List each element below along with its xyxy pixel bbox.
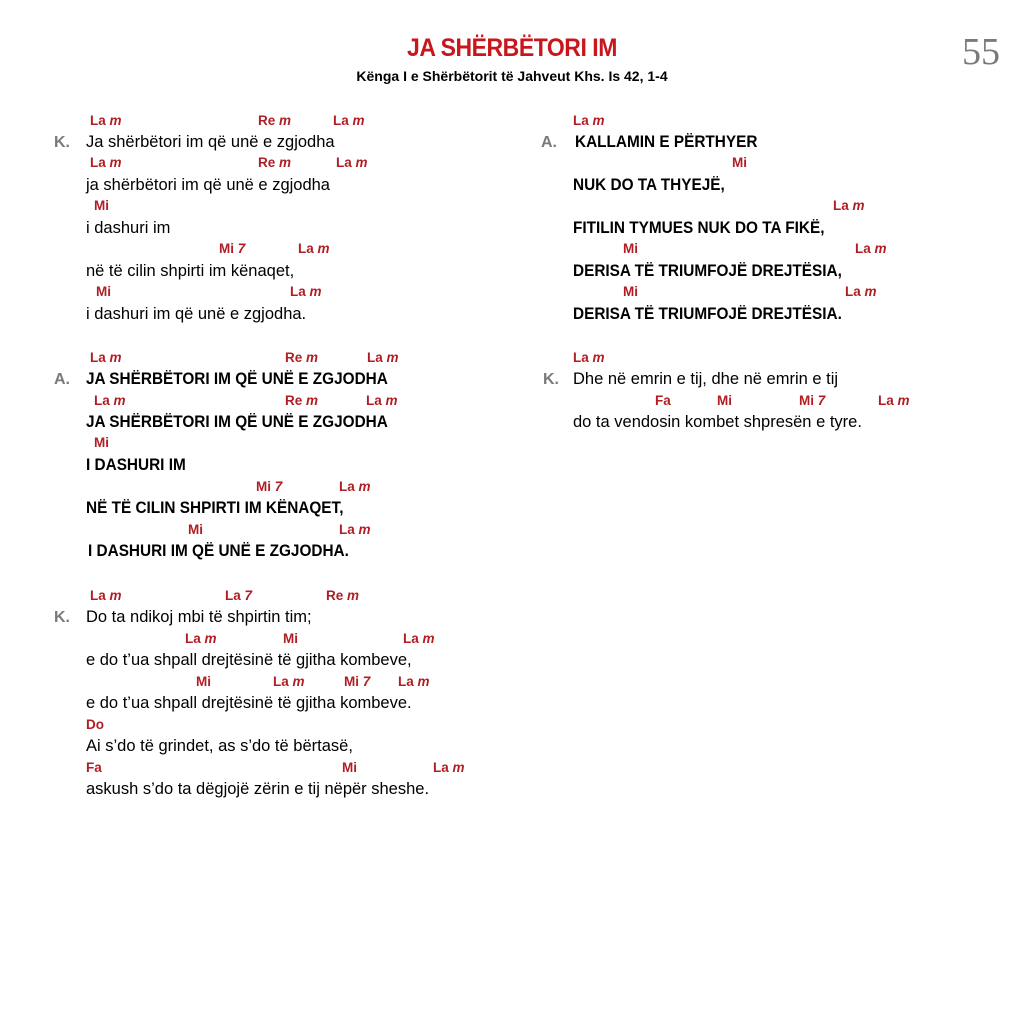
chord: La m — [845, 284, 877, 299]
chord: La m — [366, 393, 398, 408]
chord: La m — [339, 522, 371, 537]
page-number: 55 — [962, 31, 1000, 73]
chord: La m — [90, 155, 122, 170]
chord: La m — [367, 350, 399, 365]
chord: La m — [403, 631, 435, 646]
chord: Mi — [196, 674, 211, 689]
chord: Mi — [96, 284, 111, 299]
chord: Mi — [94, 198, 109, 213]
lyric-line: Ai s’do të grindet, as s’do të bërtasë, — [86, 737, 353, 755]
chord: Mi — [623, 241, 638, 256]
lyric-line: i dashuri im që unë e zgjodha. — [86, 305, 307, 323]
chord: Do — [86, 717, 104, 732]
lyric-line: Do ta ndikoj mbi të shpirtin tim; — [86, 608, 312, 626]
chord: La m — [433, 760, 465, 775]
chord: La m — [298, 241, 330, 256]
verse-marker: A. — [541, 134, 557, 151]
lyric-line: NË TË CILIN SHPIRTI IM KËNAQET, — [86, 499, 344, 517]
chord: La m — [573, 113, 605, 128]
lyric-line: JA SHËRBËTORI IM QË UNË E ZGJODHA — [86, 370, 388, 388]
lyric-line: I DASHURI IM QË UNË E ZGJODHA. — [88, 542, 349, 560]
chord: Mi — [283, 631, 298, 646]
verse-marker: K. — [54, 134, 70, 151]
lyric-line: në të cilin shpirti im kënaqet, — [86, 262, 295, 280]
chord: La m — [339, 479, 371, 494]
lyric-line: NUK DO TA THYEJË, — [573, 176, 725, 194]
chord: Mi — [623, 284, 638, 299]
lyric-line: DERISA TË TRIUMFOJË DREJTËSIA. — [573, 305, 842, 323]
chord: Mi — [342, 760, 357, 775]
chord: Re m — [285, 393, 319, 408]
chord: Mi — [188, 522, 203, 537]
chord: Mi 7 — [219, 241, 246, 256]
chord: Mi — [94, 435, 109, 450]
chord: La m — [833, 198, 865, 213]
chord: Re m — [258, 155, 292, 170]
chord: La m — [336, 155, 368, 170]
lyric-line: JA SHËRBËTORI IM QË UNË E ZGJODHA — [86, 413, 388, 431]
verse-marker: K. — [54, 609, 70, 626]
chord: La m — [398, 674, 430, 689]
chord: Mi 7 — [344, 674, 371, 689]
lyric-line: i dashuri im — [86, 219, 171, 237]
chord: La m — [90, 350, 122, 365]
lyric-line: do ta vendosin kombet shpresën e tyre. — [573, 413, 862, 431]
chord: Mi — [732, 155, 747, 170]
lyric-line: KALLAMIN E PËRTHYER — [575, 133, 758, 151]
lyric-line: Dhe në emrin e tij, dhe në emrin e tij — [573, 370, 839, 388]
lyric-line: FITILIN TYMUES NUK DO TA FIKË, — [573, 219, 825, 237]
lyric-line: Ja shërbëtori im që unë e zgjodha — [86, 133, 335, 151]
chord: Re m — [258, 113, 292, 128]
chord: La m — [878, 393, 910, 408]
lyric-line: e do t’ua shpall drejtësinë të gjitha kombeve, — [86, 651, 412, 669]
chord: Re m — [326, 588, 360, 603]
chord: Fa — [86, 760, 102, 775]
chord: Mi — [717, 393, 732, 408]
lyric-line: e do t’ua shpall drejtësinë të gjitha kombeve. — [86, 694, 412, 712]
lyric-line: askush s’do ta dëgjojë zërin e tij nëpër sheshe. — [86, 780, 430, 798]
song-title: JA SHËRBËTORI IM — [407, 34, 617, 62]
lyric-line: DERISA TË TRIUMFOJË DREJTËSIA, — [573, 262, 842, 280]
chord: Fa — [655, 393, 671, 408]
chord: La 7 — [225, 588, 253, 603]
chord: La m — [90, 113, 122, 128]
chord: La m — [273, 674, 305, 689]
chord: La m — [333, 113, 365, 128]
chord: La m — [573, 350, 605, 365]
chord: La m — [90, 588, 122, 603]
chord: Re m — [285, 350, 319, 365]
song-subtitle: Kënga I e Shërbëtorit të Jahveut Khs. Is 42, 1-4 — [356, 68, 668, 84]
chord: Mi 7 — [256, 479, 283, 494]
chord: La m — [855, 241, 887, 256]
chord: La m — [290, 284, 322, 299]
chord: La m — [94, 393, 126, 408]
chord: La m — [185, 631, 217, 646]
verse-marker: K. — [543, 371, 559, 388]
chord: Mi 7 — [799, 393, 826, 408]
lyric-line: ja shërbëtori im që unë e zgjodha — [86, 176, 330, 194]
lyric-line: I DASHURI IM — [86, 456, 186, 474]
verse-marker: A. — [54, 371, 70, 388]
